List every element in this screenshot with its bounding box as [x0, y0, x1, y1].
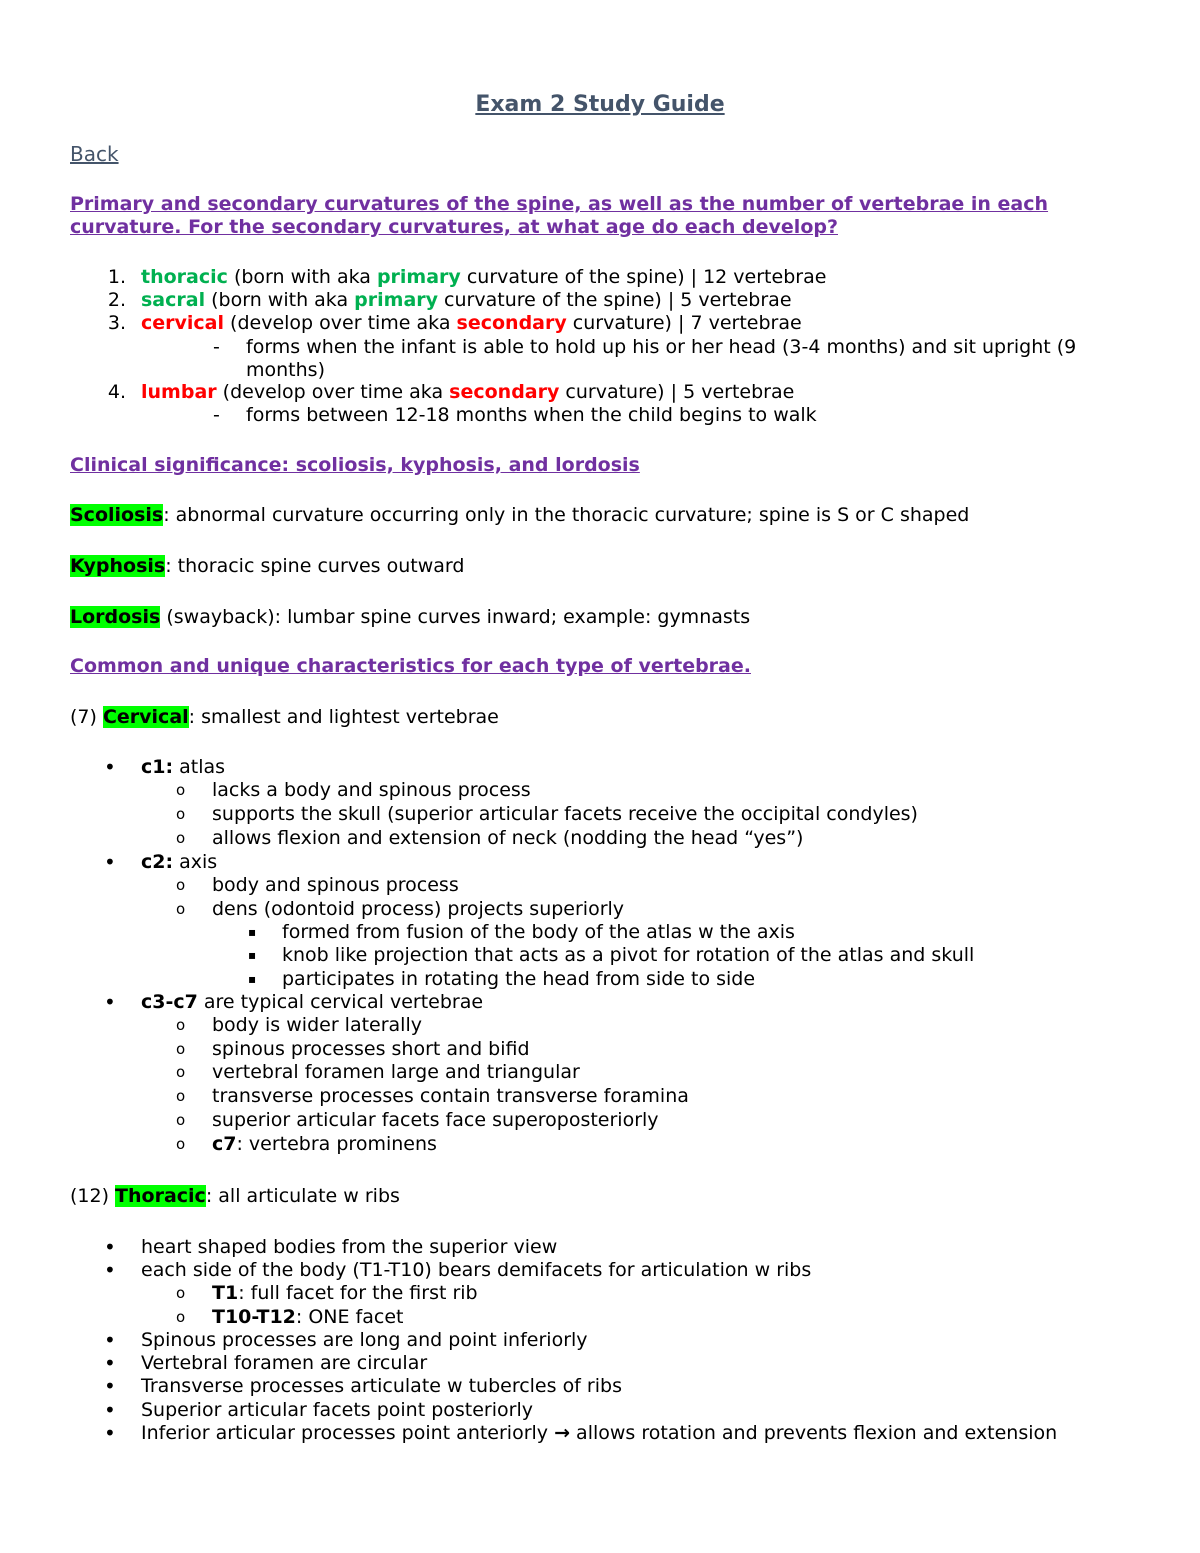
curve-kind: primary — [376, 266, 461, 288]
dash-marker: - — [213, 404, 220, 426]
cervical-heading: (7) Cervical: smallest and lightest vertebrae — [70, 706, 499, 728]
list-number: 1. — [107, 266, 126, 288]
list-number: 4. — [107, 381, 126, 403]
scoliosis-definition: Scoliosis: abnormal curvature occurring only in the thoracic curvature; spine is S or C shaped — [70, 504, 970, 526]
list-number: 3. — [107, 312, 126, 334]
question-1-line-1: Primary and secondary curvatures of the spine, as well as the number of vertebrae in each — [70, 193, 1049, 215]
bullet-marker: • — [104, 755, 116, 779]
curve-name: cervical — [141, 312, 225, 334]
term-highlight: Cervical — [102, 706, 189, 728]
cervical-note-cont: months) — [246, 359, 325, 381]
page-title: Exam 2 Study Guide — [475, 92, 725, 117]
bullet-marker: • — [104, 850, 116, 874]
curve-name: lumbar — [141, 381, 217, 403]
curve-kind: secondary — [449, 381, 560, 403]
term-highlight: Thoracic — [115, 1185, 206, 1207]
thoracic-heading: (12) Thoracic: all articulate w ribs — [70, 1185, 400, 1207]
term-highlight: Lordosis — [70, 606, 161, 628]
term-highlight: Kyphosis — [70, 555, 166, 577]
curve-kind: secondary — [456, 312, 567, 334]
question-3: Common and unique characteristics for each type of vertebrae. — [70, 655, 751, 677]
curve-name: thoracic — [141, 266, 228, 288]
document-page: Exam 2 Study Guide Back Primary and secondary curvatures of the spine, as well as the number of vertebrae in each curvature. For the secondary curvatures, at what age do each develop? 1. thoracic (born with aka primary curvature of the spine) | 12 vertebrae 2. sacral (born with aka primary curvature of the spine) | 5 vertebrae 3. cervical (develop over time aka secondary curvature) | 7 vertebrae - forms when the infant is able to hold up his or her head (3-4 months) and sit upright (9 months) 4. lumbar (develop over time aka secondary curvature) | 5 vertebrae - forms between 12-18 months when the child begins to walk Clinical significance: scoliosis, kyphosis, and lordosis Scoliosis: abnormal curvature occurring only in the thoracic curvature; spine is S or C shaped Kyphosis: thoracic spine curves outward Lordosis (swayback): lumbar spine curves inward; example: gymnasts Common and unique characteristics for each type of vertebrae. (7) Cervical: smallest and lightest vertebrae • c1: atlas o lacks a body and spinous process o supports the skull (superior articular facets receive the occipital condyles) o allows flexion and extension of neck (nodding the head “yes”) • c2: axis o body and spinous process o dens (odontoid process) projects superiorly ▪ formed from fusion of the body of the atlas w the axis ▪ knob like projection that acts as a pivot for rotation of the atlas and skull ▪ participates in rotating the head from side to side • c3-c7 are typical cervical vertebrae o body is wider laterally o spinous processes short and bifid o vertebral foramen large and triangular o transverse processes contain transverse foramina o superior articular facets face superoposteriorly o c7: vertebra prominens (12) Thoracic: all articulate w ribs • heart shaped bodies from the superior view • each side of the body (T1-T10) bears demifacets for articulation w ribs o T1: full facet for the first rib o T10-T12: ONE facet • Spinous processes are long and point inferiorly • Vertebral foramen are circular • Transverse processes articulate w tubercles of ribs • Superior articular facets point posteriorly • Inferior articular processes point anteriorly → allows rotation and prevents flexion and extension — [0, 0, 1200, 1553]
list-number: 2. — [107, 289, 126, 311]
bullet-marker: • — [104, 990, 116, 1014]
dash-marker: - — [213, 336, 220, 358]
question-1-line-2: curvature. For the secondary curvatures, at what age do each develop? — [70, 216, 838, 238]
curve-name: sacral — [141, 289, 206, 311]
arrow-right-icon: → — [554, 1422, 571, 1444]
curve-kind: primary — [354, 289, 439, 311]
term-highlight: Scoliosis — [70, 504, 164, 526]
question-2: Clinical significance: scoliosis, kyphosis, and lordosis — [70, 454, 640, 476]
lordosis-definition: Lordosis (swayback): lumbar spine curves inward; example: gymnasts — [70, 606, 751, 628]
section-heading: Back — [70, 142, 119, 166]
kyphosis-definition: Kyphosis: thoracic spine curves outward — [70, 555, 465, 577]
